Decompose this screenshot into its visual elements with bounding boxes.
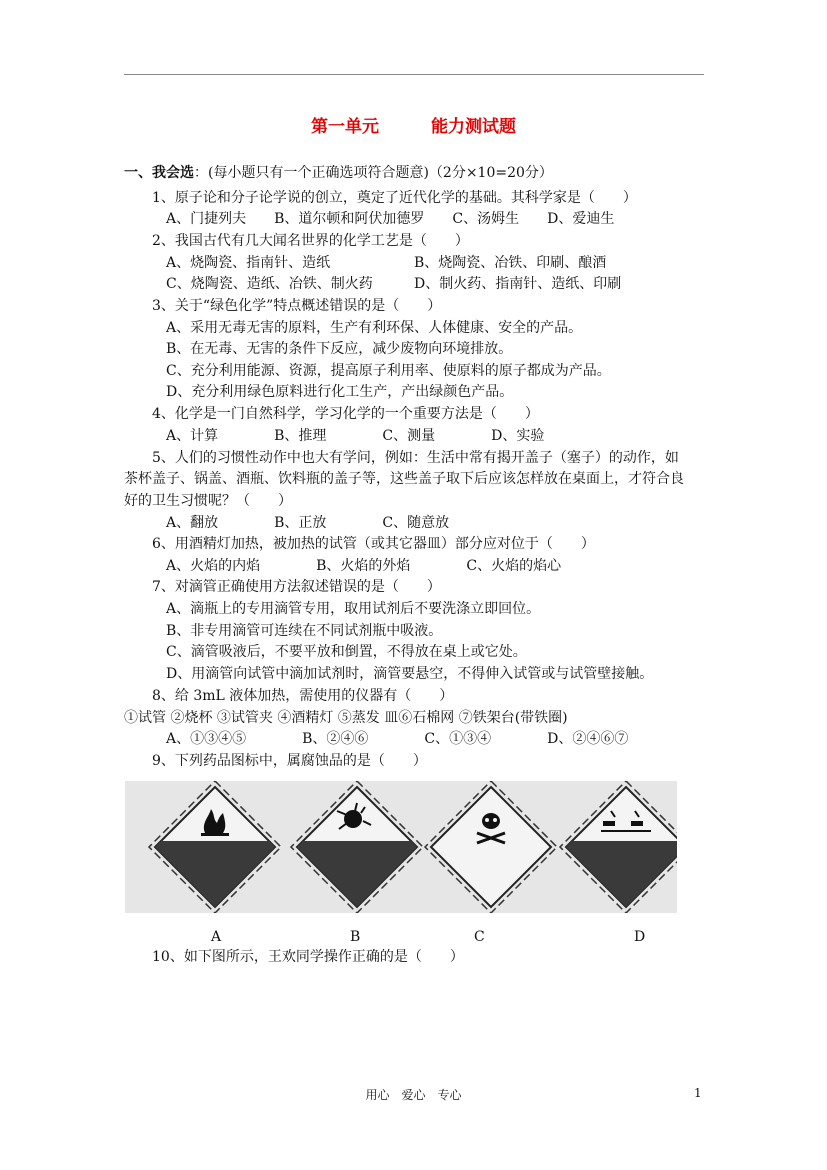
page-title — [0, 112, 827, 137]
q3-stem: 3、关于“绿色化学”特点概述错误的是（ ） — [152, 298, 442, 314]
q8-apparatus-list: ①试管 ②烧杯 ③试管夹 ④酒精灯 ⑤蒸发 皿⑥石棉网 ⑦铁架台(带铁圈) — [124, 710, 568, 726]
q2-option-d: D、制火药、指南针、造纸、印刷 — [414, 276, 622, 292]
q4-stem: 4、化学是一门自然科学，学习化学的一个重要方法是（ ） — [152, 406, 539, 422]
section-note: ：(每小题只有一个正确选项符合题意)（2分×10=20分） — [194, 165, 553, 181]
hazard-symbols-svg — [125, 781, 677, 913]
q2-option-c: C、烧陶瓷、造纸、冶铁、制火药 — [166, 276, 373, 292]
toxic-diamond-icon — [425, 781, 557, 913]
q10-stem: 10、如下图所示，王欢同学操作正确的是（ ） — [152, 949, 464, 965]
q1-stem: 1、原子论和分子论学说的创立，奠定了近代化学的基础。其科学家是（ ） — [152, 190, 637, 206]
figure-label-a: A — [211, 929, 222, 945]
section-heading — [124, 164, 553, 182]
q3-option-c: C、充分利用能源、资源，提高原子利用率、使原料的原子都成为产品。 — [166, 363, 611, 379]
q2-stem: 2、我国古代有几大闻名世界的化学工艺是（ ） — [152, 233, 469, 249]
q5-stem-line2: 茶杯盖子、锅盖、酒瓶、饮料瓶的盖子等，这些盖子取下后应该怎样放在桌面上，才符合良 — [124, 471, 684, 487]
explosive-diamond-icon — [285, 781, 429, 913]
page-number: 1 — [694, 1086, 702, 1100]
q8-stem: 8、给 3mL 液体加热，需使用的仪器有（ ） — [152, 688, 454, 704]
q2-option-a: A、烧陶瓷、指南针、造纸 — [166, 255, 331, 271]
q7-option-d: D、用滴管向试管中滴加试剂时，滴管要悬空，不得伸入试管或与试管壁接触。 — [166, 666, 654, 682]
q1-options: A、门捷列夫 B、道尔顿和阿伏加德罗 C、汤姆生 D、爱迪生 — [166, 211, 615, 227]
q6-options: A、火焰的内焰 B、火焰的外焰 C、火焰的焰心 — [166, 558, 562, 574]
corrosive-diamond-icon — [555, 781, 677, 913]
q5-stem-line1: 5、人们的习惯性动作中也大有学问，例如：生活中常有揭开盖子（塞子）的动作，如 — [152, 450, 679, 466]
q7-stem: 7、对滴管正确使用方法叙述错误的是（ ） — [152, 579, 441, 595]
title-unit: 第一单元 — [311, 117, 379, 137]
q3-option-b: B、在无毒、无害的条件下反应，减少废物向环境排放。 — [166, 341, 513, 357]
hazard-symbols-figure — [125, 781, 677, 913]
title-test: 能力测试题 — [431, 117, 516, 137]
figure-label-d: D — [634, 929, 646, 945]
q5-stem-line3: 好的卫生习惯呢？（ ） — [124, 493, 292, 509]
flammable-diamond-icon — [145, 781, 285, 913]
q7-option-a: A、滴瓶上的专用滴管专用，取用试剂后不要洗涤立即回位。 — [166, 601, 541, 617]
q9-stem: 9、下列药品图标中，属腐蚀品的是（ ） — [152, 753, 427, 769]
figure-label-c: C — [474, 929, 485, 945]
q5-options: A、翻放 B、正放 C、随意放 — [166, 515, 450, 531]
q6-stem: 6、用酒精灯加热，被加热的试管（或其它器皿）部分应对位于（ ） — [152, 536, 595, 552]
header-rule — [124, 74, 704, 75]
q3-option-d: D、充分利用绿色原料进行化工生产，产出绿颜色产品。 — [166, 384, 514, 400]
figure-label-b: B — [350, 929, 361, 945]
section-label: 一、我会选 — [124, 165, 194, 181]
q4-options: A、计算 B、推理 C、测量 D、实验 — [166, 428, 545, 444]
q2-option-b: B、烧陶瓷、冶铁、印刷、酿酒 — [414, 255, 607, 271]
q7-option-c: C、滴管吸液后，不要平放和倒置，不得放在桌上或它处。 — [166, 644, 527, 660]
q8-options: A、①③④⑤ B、②④⑥ C、①③④ D、②④⑥⑦ — [166, 731, 629, 747]
q7-option-b: B、非专用滴管可连续在不同试剂瓶中吸液。 — [166, 623, 443, 639]
page-footer: 用心 爱心 专心 — [365, 1088, 462, 1102]
q3-option-a: A、采用无毒无害的原料，生产有利环保、人体健康、安全的产品。 — [166, 320, 583, 336]
